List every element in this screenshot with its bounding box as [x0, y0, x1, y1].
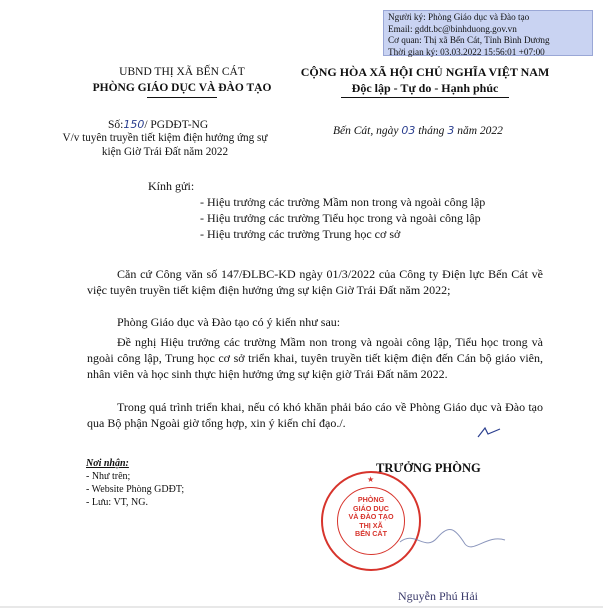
- receiver-item: - Website Phòng GDĐT;: [86, 484, 185, 495]
- receivers-heading: Nơi nhận:: [86, 458, 129, 469]
- signer-name: Nguyễn Phú Hải: [398, 589, 478, 603]
- stamp-line: THỊ XÃ: [359, 520, 383, 530]
- receiver-item: - Lưu: VT, NG.: [86, 497, 148, 508]
- receivers-block: [86, 457, 184, 509]
- national-motto: [300, 64, 550, 98]
- digital-signature-box: [383, 10, 593, 56]
- receiver-item: - Như trên;: [86, 471, 131, 482]
- date-line: [333, 124, 503, 137]
- date-year: năm 2022: [457, 125, 503, 137]
- handwritten-signature: [395, 520, 515, 570]
- agency-underline: [147, 97, 217, 98]
- recipient-item: - Hiệu trưởng các trường Tiểu học trong và ngoài công lập: [200, 211, 481, 225]
- body-paragraph: Căn cứ Công văn số 147/ĐLBC-KD ngày 01/3/2022 của Công ty Điện lực Bến Cát về việc tuyên truyền tiết kiệm điện hưởng ứng sự kiện Giờ Trái Đất năm 2022;: [87, 267, 543, 297]
- email-line: Email: gddt.bc@binhduong.gov.vn: [388, 23, 517, 34]
- body-paragraph: Đề nghị Hiệu trưởng các trường Mầm non trong và ngoài công lập, Tiểu học trong và ngoài công lập, Trung học cơ sở triển khai, tuyên truyền tiết kiệm điện đến Cán bộ giáo viên, nhân viên và học sinh thực hiện hưởng ứng sự kiện giờ Trái Đất năm 2022.: [87, 335, 543, 381]
- date-month-label: tháng: [418, 125, 445, 137]
- body-paragraph: Phòng Giáo dục và Đào tạo có ý kiến như sau:: [117, 315, 341, 329]
- agency-parent: UBND THỊ XÃ BẾN CÁT: [119, 66, 245, 78]
- number-prefix: Số:: [108, 119, 124, 131]
- sign-time-line: Thời gian ký: 03.03.2022 15:56:01 +07:00: [388, 46, 545, 57]
- stamp-line: GIÁO DỤC: [353, 503, 389, 513]
- stamp-line: BẾN CÁT: [355, 529, 387, 539]
- recipients-label: Kính gửi:: [148, 179, 195, 193]
- recipient-item: - Hiệu trưởng các trường Mầm non trong và ngoài công lập: [200, 195, 486, 209]
- motto: Độc lập - Tự do - Hạnh phúc: [351, 81, 499, 95]
- issuing-agency: [92, 64, 272, 98]
- signer-line: Người ký: Phòng Giáo dục và Đào tạo: [388, 12, 530, 22]
- signer-title: TRƯỞNG PHÒNG: [376, 461, 481, 475]
- initial-mark-icon: [476, 425, 502, 439]
- stamp-star-icon: ★: [367, 475, 375, 484]
- document-subject: V/v tuyên truyền tiết kiệm điện hưởng ứng sự kiện Giờ Trái Đất năm 2022: [62, 132, 268, 158]
- page-bottom-edge: [0, 606, 603, 608]
- motto-underline: [341, 97, 509, 98]
- date-month: 3: [447, 124, 455, 137]
- nation-name: CỘNG HÒA XÃ HỘI CHỦ NGHĨA VIỆT NAM: [300, 65, 550, 79]
- stamp-line: PHÒNG: [357, 495, 385, 504]
- document-number: [108, 118, 208, 131]
- recipient-item: - Hiệu trưởng các trường Trung học cơ sở: [200, 227, 401, 241]
- number-suffix: / PGDĐT-NG: [144, 119, 209, 131]
- agency-name: PHÒNG GIÁO DỤC VÀ ĐÀO TẠO: [92, 82, 272, 94]
- stamp-line: VÀ ĐÀO TẠO: [348, 512, 394, 522]
- date-day: 03: [401, 124, 416, 137]
- date-prefix: Bến Cát, ngày: [333, 125, 399, 137]
- number-value: 150: [123, 118, 145, 131]
- body-paragraph: Trong quá trình triển khai, nếu có khó khăn phải báo cáo về Phòng Giáo dục và Đào tạo qua Bộ phận Ngoài giờ tổng hợp, xin ý kiến chỉ đạo./.: [87, 400, 543, 430]
- recipients-list: [200, 194, 485, 242]
- agency-line: Cơ quan: Thị xã Bến Cát, Tỉnh Bình Dương: [388, 35, 550, 45]
